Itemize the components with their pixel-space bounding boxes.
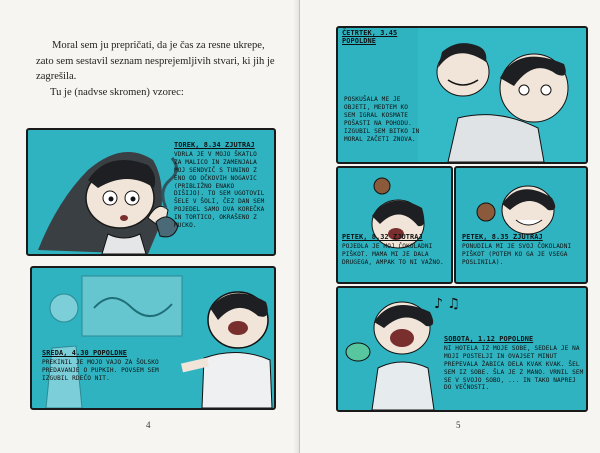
- intro-line-sample: Tu je (nadvse skromen) vzorec:: [50, 86, 184, 98]
- comic-panel-wednesday: [30, 266, 276, 410]
- intro-paragraph: Moral sem ju prepričati, da je čas za resne ukrepe, zato sem sestavil seznam nesprejemljivih stvari, ki jih je zagrešila.: [36, 40, 275, 83]
- caption-heading: TOREK, 8.34 ZJUTRAJ: [174, 141, 255, 149]
- caption-heading: PETEK, 8.32 ZJUTRAJ: [342, 233, 423, 241]
- caption-body: NI HOTELA IZ MOJE SOBE, SEDELA JE NA MOJI POSTELJI IN OVAJSET MINUT PREPEVALA ŽABICA DELA KVAK KVAK. ŠEL SEM IZ SOBE. ŠLA JE Z MANO. VRNIL SEM SE V SVOJO SOBO, ... IN TAKO NAPREJ DO VEČNOSTI.: [444, 344, 584, 392]
- caption-body: POJEDLA JE MOJ ČOKOLADNI PIŠKOT. MAMA MI JE DALA DRUGEGA, AMPAK TO NI VAŽNO.: [342, 242, 444, 266]
- caption-heading: SREDA, 4.30 POPOLDNE: [42, 349, 127, 357]
- comic-panel-friday-1: [336, 166, 453, 284]
- comic-panel-tuesday: [26, 128, 276, 256]
- caption-wednesday: [42, 350, 180, 383]
- caption-thursday: [342, 30, 418, 47]
- caption-friday-2: [462, 234, 584, 267]
- right-page: [300, 0, 600, 453]
- caption-body: POSKUŠALA ME JE OBJETI, MEDTEM KO SEM IGRAL KOSMATE POŠASTI NA POHODU. IZGUBIL SEM BITKO IN MORAL ZAČETI ZNOVA.: [344, 96, 420, 143]
- caption-tuesday: [174, 142, 266, 230]
- comic-panel-friday-2: [454, 166, 588, 284]
- girl-presentation-illustration: [32, 268, 274, 408]
- caption-friday-1: [342, 234, 446, 267]
- caption-heading: ČETRTEK, 3.45 POPOLDNE: [342, 29, 398, 45]
- comic-panel-thursday: [336, 26, 588, 164]
- caption-body: PREKINIL JE MOJO VAJO ZA ŠOLSKO PREDAVANJE O PUPKIH. POVSEM SEM IZGUBIL RDEČO NIT.: [42, 358, 159, 382]
- caption-body: PONUDILA MI JE SVOJ ČOKOLADNI PIŠKOT (POTEM KO GA JE VSEGA POSLINILA).: [462, 242, 572, 266]
- caption-thursday-body: [344, 96, 422, 143]
- comic-panel-saturday: [336, 286, 588, 412]
- svg-text:♪ ♫: ♪ ♫: [434, 296, 460, 312]
- page-number-left: 4: [146, 420, 151, 430]
- caption-heading: SOBOTA, 1.12 POPOLDNE: [444, 335, 534, 343]
- caption-heading: PETEK, 8.35 ZJUTRAJ: [462, 233, 543, 241]
- intro-text: [36, 38, 276, 100]
- caption-body: VDRLA JE V MOJO ŠKATLO ZA MALICO IN ZAMENJALA MOJ SENDVIČ S TUNINO Z ENO OD OČKOVIH NOGAVIC (PRIBLIŽNO ENAKO DIŠIJO). TO SEM UGOTOVIL ŠELE V ŠOLI, ČEZ DAN SEM POJEDEL SAMO DVA KOREČKA IN TORTICO, OKRAŠENO Z MUCKO.: [174, 150, 265, 230]
- caption-saturday: [444, 336, 584, 392]
- page-number-right: 5: [456, 420, 461, 430]
